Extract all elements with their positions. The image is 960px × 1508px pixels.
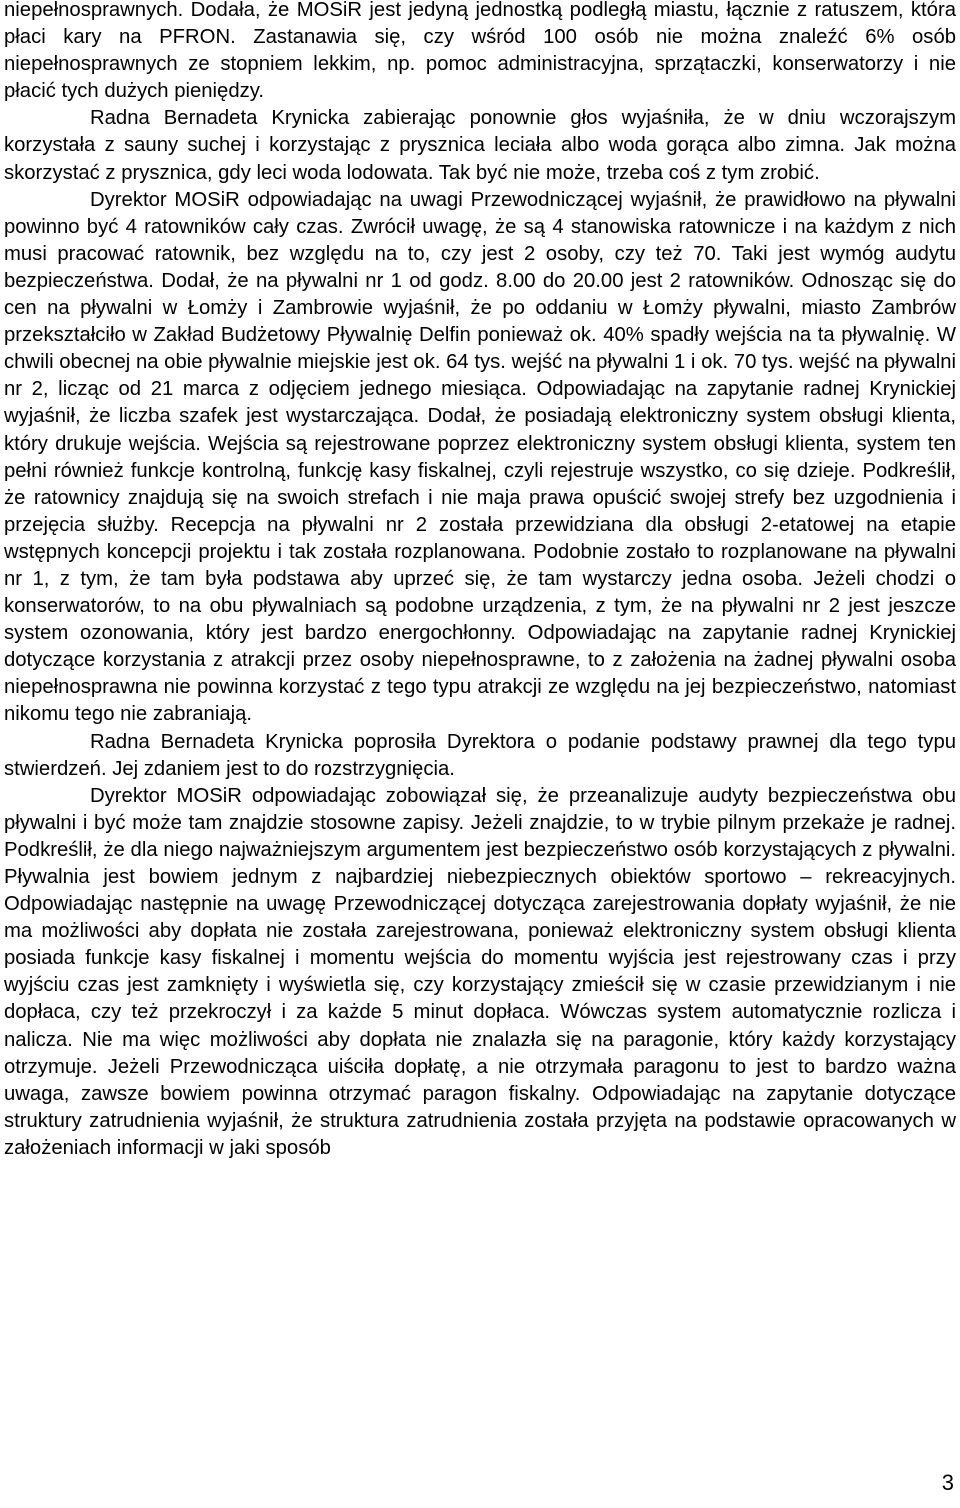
paragraph-1: niepełnosprawnych. Dodała, że MOSiR jest jedyną jednostką podległą miastu, łącznie z ratuszem, która płaci kary na PFRON. Zastanawia się, czy wśród 100 osób nie można znaleźć 6% osób niepełnosprawnych ze stopniem lekkim, np. pomoc administracyjna, sprzątaczki, konserwatorzy i nie płacić tych dużych pieniędzy. (4, 0, 956, 103)
page-number: 3 (941, 1470, 954, 1495)
document-page (4, 0, 956, 1162)
paragraph-3: Dyrektor MOSiR odpowiadając na uwagi Przewodniczącej wyjaśnił, że prawidłowo na pływalni powinno być 4 ratowników cały czas. Zwrócił uwagę, że są 4 stanowiska ratownicze i na każdym z nich musi pracować ratownik, bez względu na to, czy jest 2 osoby, czy też 70. Taki jest wymóg audytu bezpieczeństwa. Dodał, że na pływalni nr 1 od godz. 8.00 do 20.00 jest 2 ratowników. Odnosząc się do cen na pływalni w Łomży i Zambrowie wyjaśnił, że po oddaniu w Łomży pływalni, miasto Zambrów przekształciło w Zakład Budżetowy Pływalnię Delfin ponieważ ok. 40% spadły wejścia na ta pływalnię. W chwili obecnej na obie pływalnie miejskie jest ok. 64 tys. wejść na pływalni 1 i ok. 70 tys. wejść na pływalni nr 2, licząc od 21 marca z odjęciem jednego miesiąca. Odpowiadając na zapytanie radnej Krynickiej wyjaśnił, że liczba szafek jest wystarczająca. Dodał, że posiadają elektroniczny system obsługi klienta, który drukuje wejścia. Wejścia są rejestrowane poprzez elektroniczny system obsługi klienta, system ten pełni również funkcje kontrolną, funkcję kasy fiskalnej, czyli rejestruje wszystko, co się dzieje. Podkreślił, że ratownicy znajdują się na swoich strefach i nie maja prawa opuścić swojej strefy bez uzgodnienia i przejęcia służby. Recepcja na pływalni nr 2 została przewidziana dla obsługi 2-etatowej na etapie wstępnych koncepcji projektu i tak została rozplanowana. Podobnie zostało to rozplanowane na pływalni nr 1, z tym, że tam była podstawa aby uprzeć się, że tam wystarczy jedna osoba. Jeżeli chodzi o konserwatorów, to na obu pływalniach są podobne urządzenia, z tym, że na pływalni nr 2 jest jeszcze system ozonowania, który jest bardzo energochłonny. Odpowiadając na zapytanie radnej Krynickiej dotyczące korzystania z atrakcji przez osoby niepełnosprawne, to z założenia na żadnej pływalni osoba niepełnosprawna nie powinna korzystać z tego typu atrakcji ze względu na jej bezpieczeństwo, natomiast nikomu tego nie zabraniają. (4, 188, 956, 726)
paragraph-5: Dyrektor MOSiR odpowiadając zobowiązał się, że przeanalizuje audyty bezpieczeństwa obu pływalni i być może tam znajdzie stosowne zapisy. Jeżeli znajdzie, to w trybie pilnym przekaże je radnej. Podkreślił, że dla niego najważniejszym argumentem jest bezpieczeństwo osób korzystających z pływalni. Pływalnia jest bowiem jednym z najbardziej niebezpiecznych obiektów sportowo – rekreacyjnych. Odpowiadając następnie na uwagę Przewodniczącej dotycząca zarejestrowania dopłaty wyjaśnił, że nie ma możliwości aby dopłata nie została zarejestrowana, ponieważ elektroniczny system obsługi klienta posiada funkcje kasy fiskalnej i momentu wejścia do momentu wyjścia jest rejestrowany czas i przy wyjściu czas jest zamknięty i wyświetla się, czy korzystający zmieścił się w czasie przewidzianym i nie dopłaca, czy też przekroczył i za każde 5 minut dopłaca. Wówczas system automatycznie rozlicza i nalicza. Nie ma więc możliwości aby dopłata nie znalazła się na paragonie, który każdy korzystający otrzymuje. Jeżeli Przewodnicząca uiściła dopłatę, a nie otrzymała paragonu to jest to bardzo ważna uwaga, zawsze bowiem powinna otrzymać paragon fiskalny. Odpowiadając na zapytanie dotyczące struktury zatrudnienia wyjaśnił, że struktura zatrudnienia została przyjęta na podstawie opracowanych w założeniach informacji w jaki sposób (4, 784, 956, 1159)
paragraph-4: Radna Bernadeta Krynicka poprosiła Dyrektora o podanie podstawy prawnej dla tego typu stwierdzeń. Jej zdaniem jest to do rozstrzygnięcia. (4, 730, 956, 780)
paragraph-2: Radna Bernadeta Krynicka zabierając ponownie głos wyjaśniła, że w dniu wczorajszym korzystała z sauny suchej i korzystając z prysznica leciała albo woda gorąca albo zimna. Jak można skorzystać z prysznica, gdy leci woda lodowata. Tak być nie może, trzeba coś z tym zrobić. (4, 107, 956, 184)
